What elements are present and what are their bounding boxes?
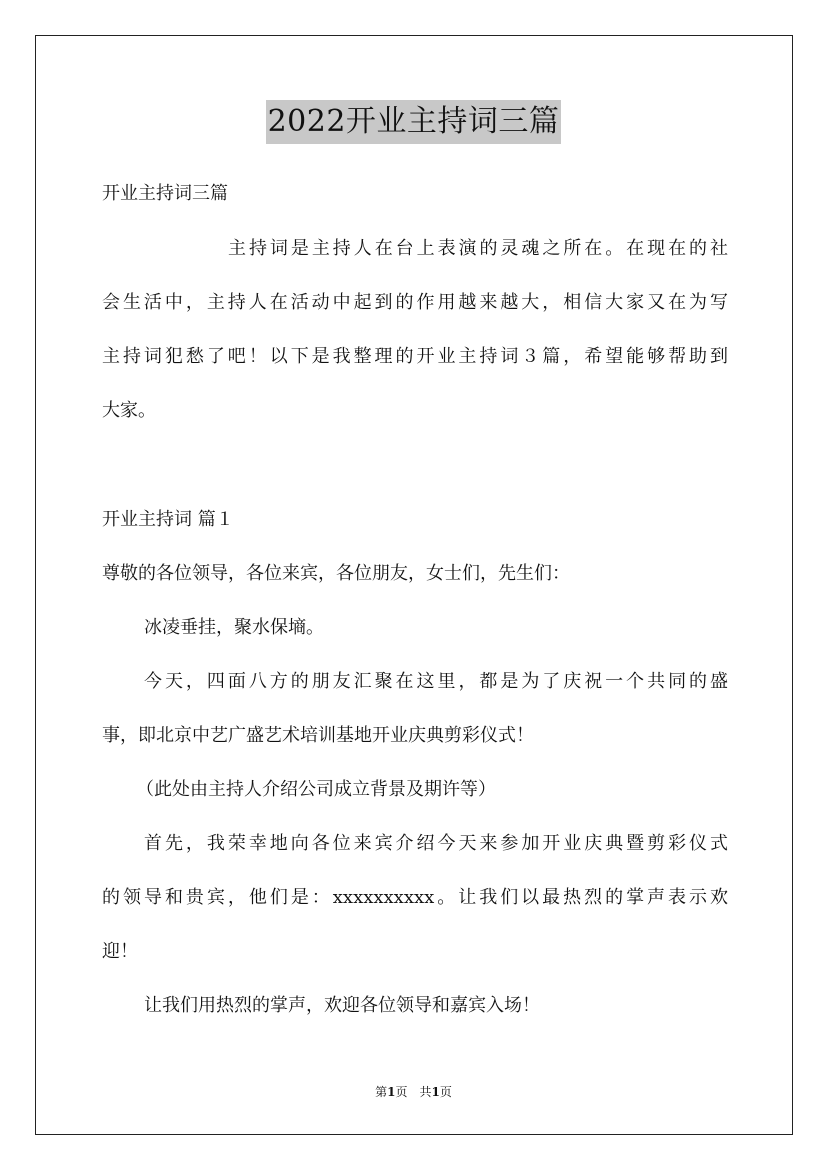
paragraph-2-line-2: 事，即北京中艺广盛艺术培训基地开业庆典剪彩仪式！ [102,725,534,746]
paragraph-4-line-3: 迎！ [102,941,138,962]
document-title: 2022开业主持词三篇 [266,100,562,144]
document-subtitle: 开业主持词三篇 [102,183,228,204]
intro-line-3: 主持词犯愁了吧！以下是我整理的开业主持词３篇，希望能够帮助到 [102,346,728,367]
footer-prefix: 第 [375,1085,388,1099]
paragraph-3: （此处由主持人介绍公司成立背景及期许等） [136,779,496,800]
paragraph-5: 让我们用热烈的掌声，欢迎各位领导和嘉宾入场！ [144,995,540,1016]
footer-mid: 页 共 [395,1085,432,1099]
footer-total-pages: 1 [431,1085,440,1099]
paragraph-4-line-2: 的领导和贵宾，他们是：xxxxxxxxxx。让我们以最热烈的掌声表示欢 [102,887,728,908]
footer-page-number: 1 [387,1085,396,1099]
intro-line-2: 会生活中，主持人在活动中起到的作用越来越大，相信大家又在为写 [102,292,728,313]
page-footer [0,1084,827,1100]
greeting-line: 尊敬的各位领导，各位来宾，各位朋友，女士们，先生们： [102,563,570,584]
paragraph-1: 冰凌垂挂，聚水保墒。 [144,617,324,638]
section-heading: 开业主持词 篇１ [102,509,234,530]
intro-line-4: 大家。 [102,400,156,421]
paragraph-2-line-1: 今天，四面八方的朋友汇聚在这里，都是为了庆祝一个共同的盛 [144,671,728,692]
paragraph-4-line-1: 首先，我荣幸地向各位来宾介绍今天来参加开业庆典暨剪彩仪式 [144,833,728,854]
document-title-container [0,100,827,144]
footer-suffix: 页 [439,1085,452,1099]
intro-line-1: 主持词是主持人在台上表演的灵魂之所在。在现在的社 [228,238,728,259]
